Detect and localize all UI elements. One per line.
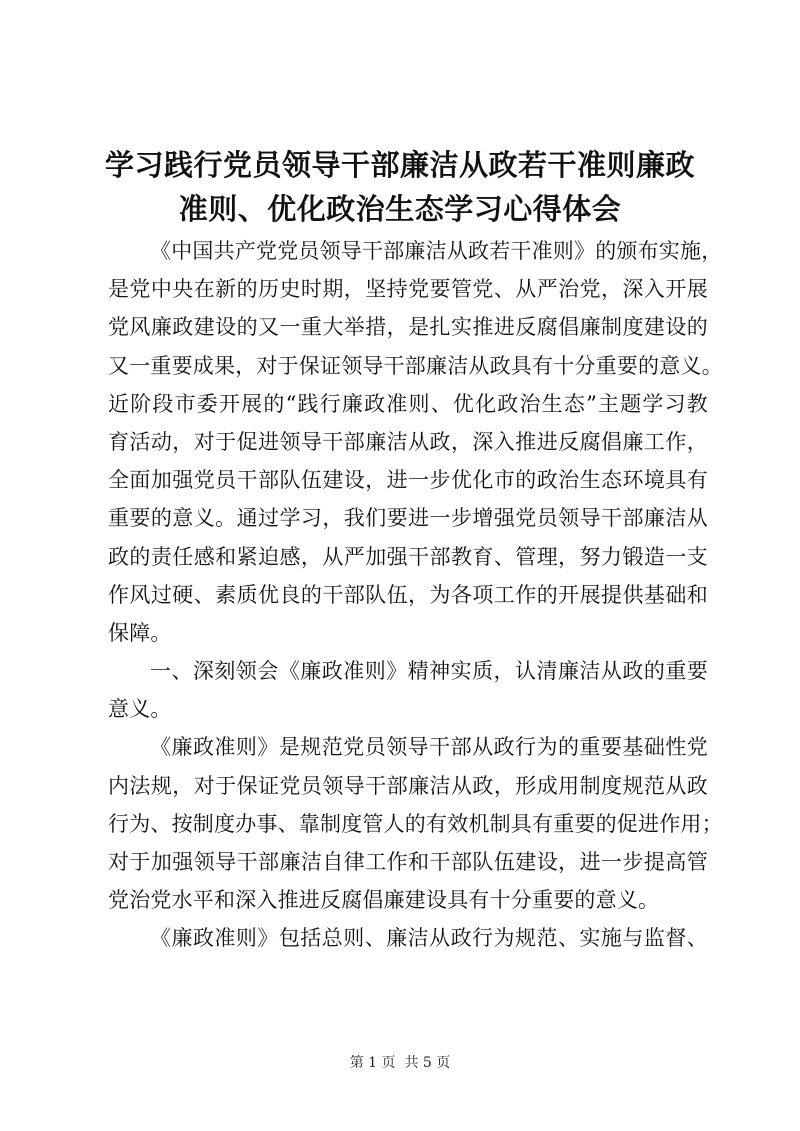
paragraph-1-line: 政的责任感和紧迫感，从严加强干部教育、管理，努力锻造一支 <box>108 544 708 569</box>
section-heading-line: 一、深刻领会《廉政准则》精神实质，认清廉洁从政的重要 <box>150 659 708 684</box>
paragraph-1-line: 育活动，对于促进领导干部廉洁从政，深入推进反腐倡廉工作， <box>108 429 708 454</box>
paragraph-1-line: 近阶段市委开展的“践行廉政准则、优化政治生态”主题学习教 <box>108 391 708 416</box>
paragraph-1-line: 重要的意义。通过学习，我们要进一步增强党员领导干部廉洁从 <box>108 506 708 531</box>
paragraph-1-line: 党风廉政建设的又一重大举措，是扎实推进反腐倡廉制度建设的 <box>108 315 708 340</box>
page-number: 第 1 页 共 5 页 <box>349 1055 451 1071</box>
document-title <box>100 143 700 231</box>
paragraph-3-line: 内法规，对于保证党员领导干部廉洁从政，形成用制度规范从政 <box>108 773 708 798</box>
paragraph-1-line: 作风过硬、素质优良的干部队伍，为各项工作的开展提供基础和 <box>108 582 708 607</box>
paragraph-1-line: 又一重要成果，对于保证领导干部廉洁从政具有十分重要的意义。 <box>108 353 723 378</box>
paragraph-3-line: 《廉政准则》是规范党员领导干部从政行为的重要基础性党 <box>150 735 708 760</box>
paragraph-1-line: 保障。 <box>108 620 172 645</box>
paragraph-3-line: 行为、按制度办事、靠制度管人的有效机制具有重要的促进作用； <box>108 811 723 836</box>
paragraph-1-line: 全面加强党员干部队伍建设，进一步优化市的政治生态环境具有 <box>108 468 708 493</box>
title-line-2: 准则、优化政治生态学习心得体会 <box>178 192 622 226</box>
document-body <box>108 232 723 958</box>
paragraph-1-line: 是党中央在新的历史时期，坚持党要管党、从严治党，深入开展 <box>108 277 708 302</box>
page-footer <box>0 1054 800 1072</box>
paragraph-1-line: 《中国共产党党员领导干部廉洁从政若干准则》的颁布实施， <box>150 239 723 263</box>
paragraph-3-line: 党治党水平和深入推进反腐倡廉建设具有十分重要的意义。 <box>108 888 660 913</box>
paragraph-3-line: 对于加强领导干部廉洁自律工作和干部队伍建设，进一步提高管 <box>108 850 708 874</box>
section-heading-line: 意义。 <box>108 697 172 722</box>
paragraph-4-line: 《廉政准则》包括总则、廉洁从政行为规范、实施与监督、 <box>150 926 708 951</box>
title-line-1: 学习践行党员领导干部廉洁从政若干准则廉政 <box>104 148 695 182</box>
